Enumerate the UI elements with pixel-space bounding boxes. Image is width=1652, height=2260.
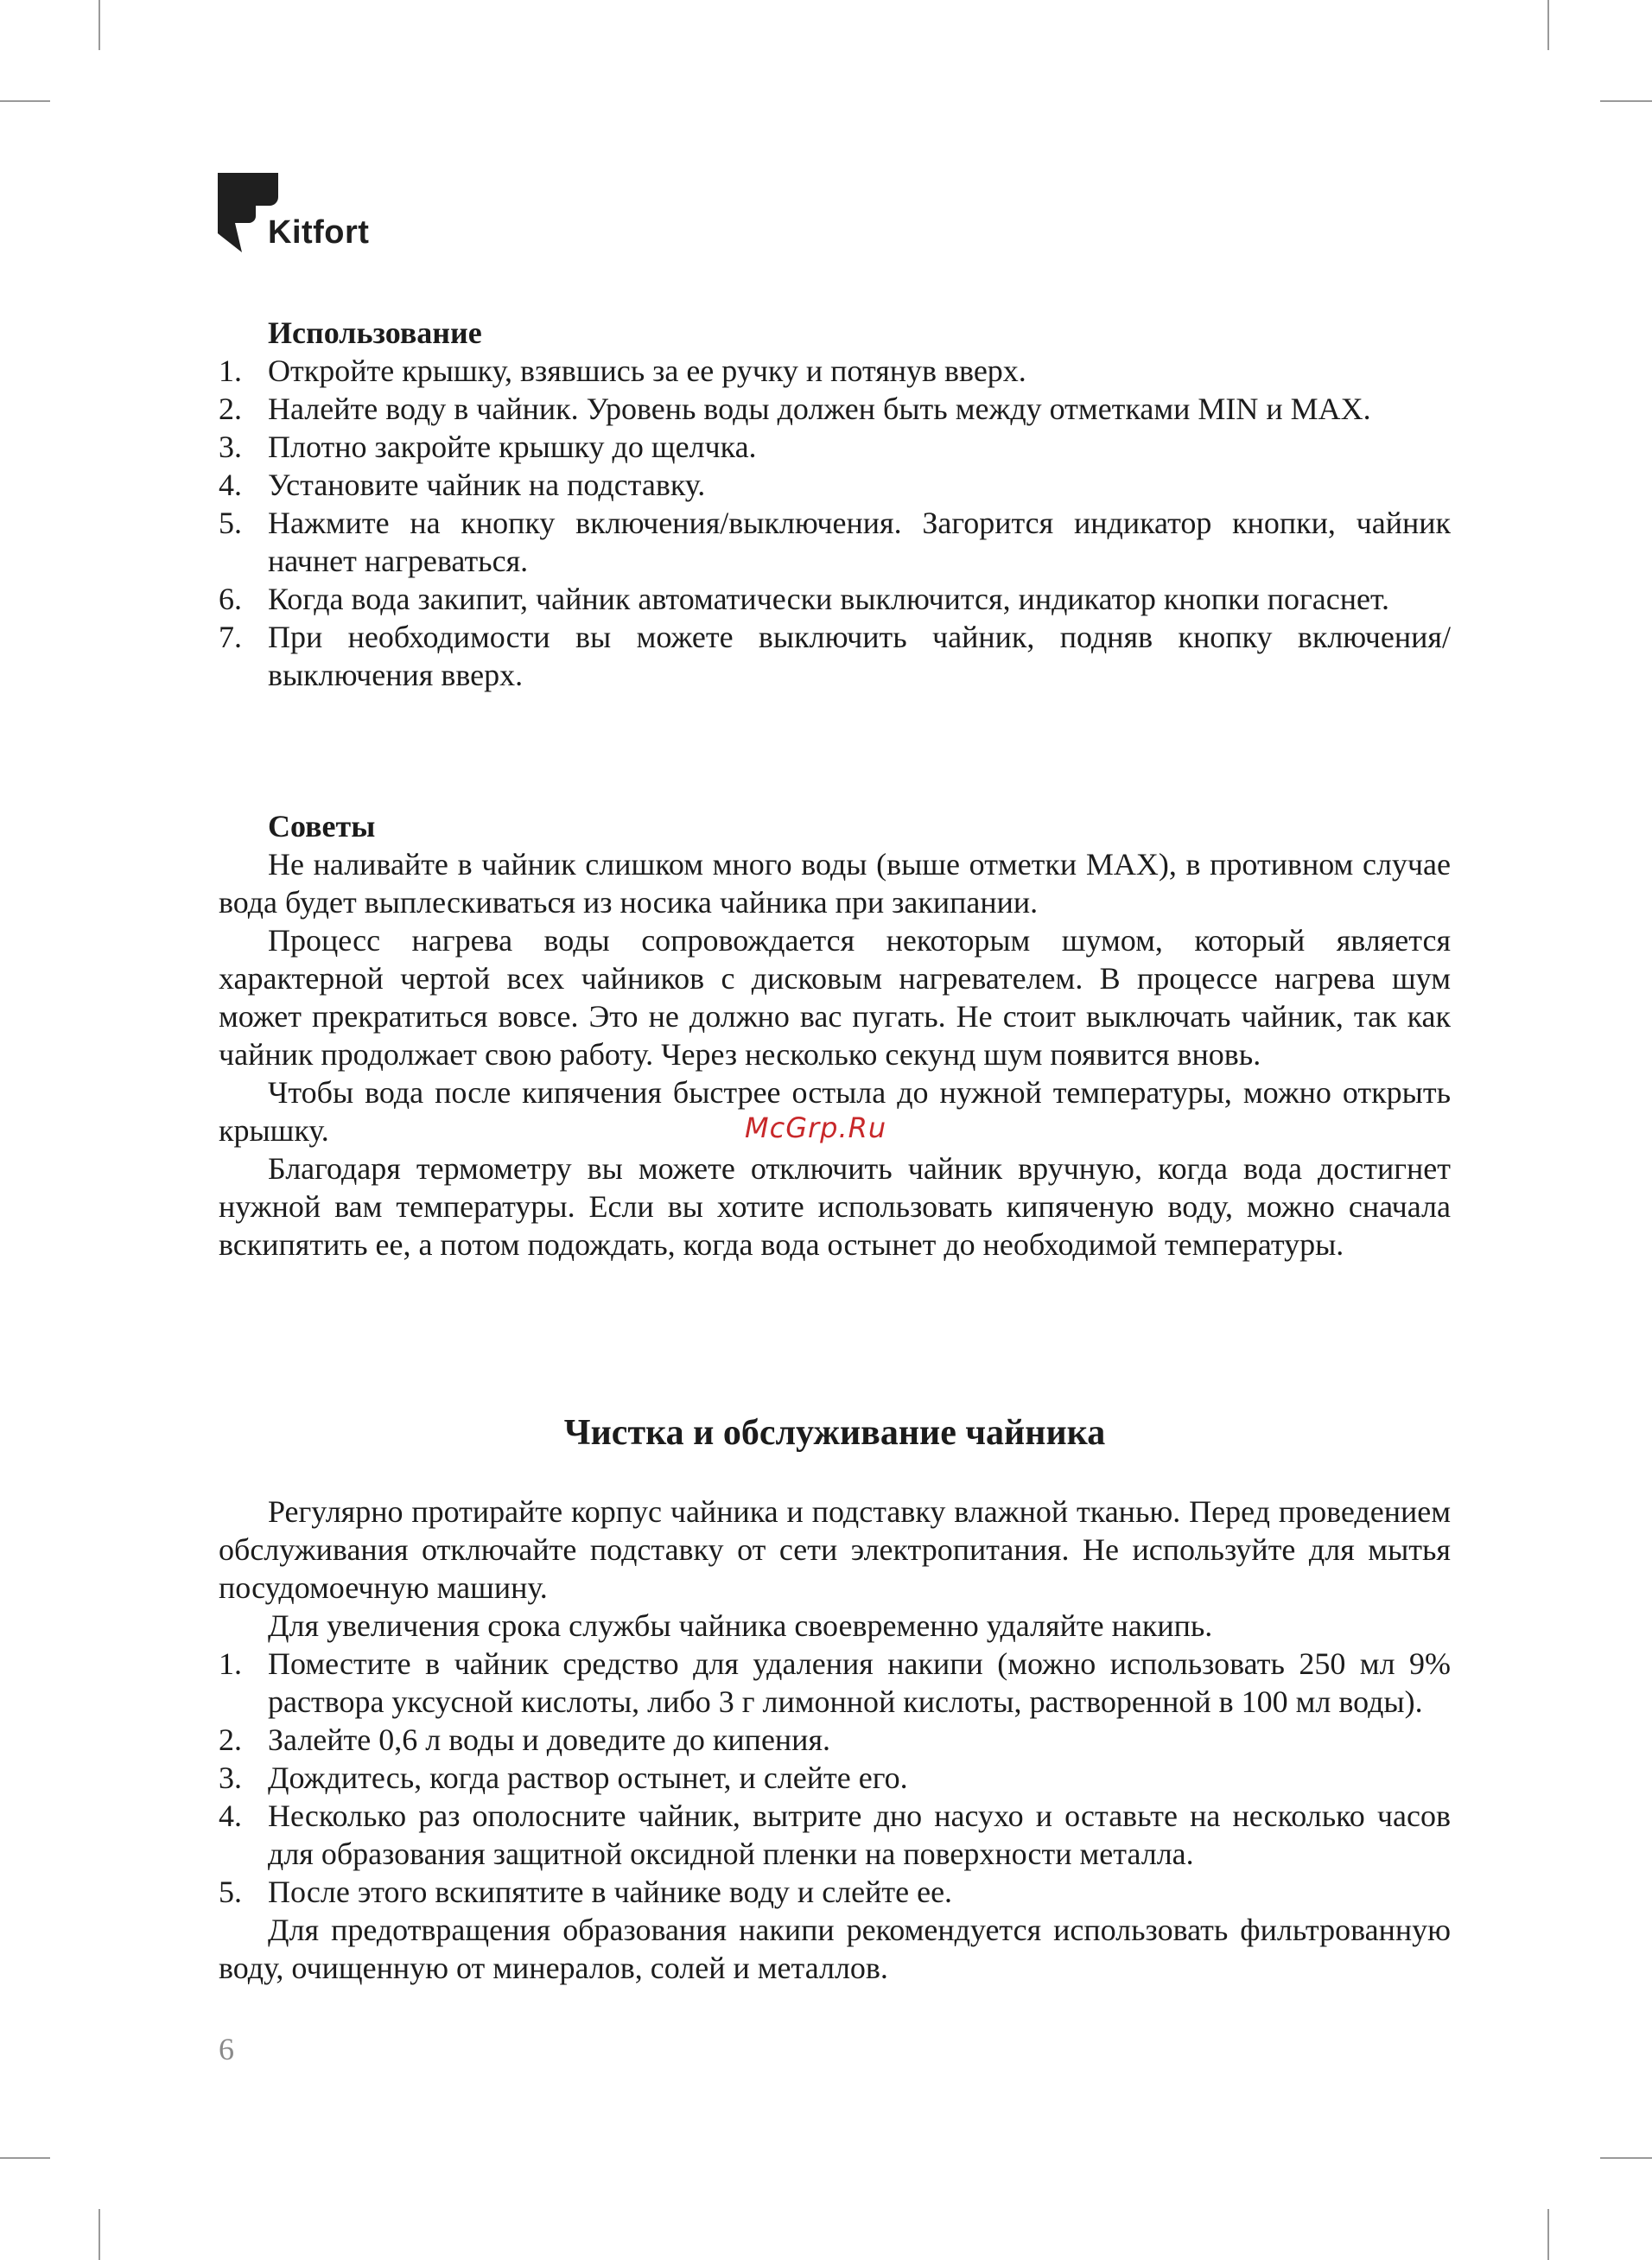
crop-mark bbox=[1547, 2209, 1549, 2260]
list-item bbox=[219, 618, 1451, 694]
list-text: Поместите в чайник средство для удаления накипи (можно использовать 250 мл 9% раствора уксусной кислоты, либо 3 г лимонной кислоты, растворенной в 100 мл воды). bbox=[268, 1646, 1451, 1719]
list-number: 2. bbox=[219, 392, 242, 426]
list-number: 5. bbox=[219, 1875, 242, 1909]
cleaning-paragraph: Для предотвращения образования накипи рекомендуется использовать фильтрованную воду, очищенную от минералов, солей и металлов. bbox=[219, 1913, 1451, 1985]
list-text: Несколько раз ополосните чайник, вытрите дно насухо и оставьте на несколько часов для образования защитной оксидной пленки на поверхности металла. bbox=[268, 1798, 1451, 1871]
list-number: 1. bbox=[219, 353, 242, 388]
list-number: 3. bbox=[219, 430, 242, 464]
cleaning-paragraph: Для увеличения срока службы чайника своевременно удаляйте накипь. bbox=[268, 1608, 1213, 1643]
cleaning-section bbox=[219, 1493, 1451, 1987]
list-number: 5. bbox=[219, 506, 242, 540]
list-text: Откройте крышку, взявшись за ее ручку и потянув вверх. bbox=[268, 353, 1026, 388]
list-number: 1. bbox=[219, 1646, 242, 1681]
list-text: Установите чайник на подставку. bbox=[268, 468, 706, 502]
list-item bbox=[219, 1645, 1451, 1721]
list-text: Залейте 0,6 л воды и доведите до кипения. bbox=[268, 1722, 831, 1757]
crop-mark bbox=[1547, 0, 1549, 50]
page-number: 6 bbox=[219, 2032, 234, 2066]
usage-steps bbox=[219, 352, 1451, 694]
list-text: Когда вода закипит, чайник автоматически выключится, индикатор кнопки погаснет. bbox=[268, 582, 1389, 616]
list-item bbox=[219, 504, 1451, 580]
list-item bbox=[219, 390, 1451, 428]
crop-mark bbox=[1600, 2157, 1652, 2159]
tips-paragraph: Процесс нагрева воды сопровождается некоторым шумом, который является характерной чертой всех чайников с дисковым нагревателем. В процессе нагрева шум может прекратиться вовсе. Это не должно вас пугать. Не стоит выключать чайник, так как чайник продолжает свою работу. Через несколько секунд шум появится вновь. bbox=[219, 923, 1451, 1072]
list-text: Нажмите на кнопку включения/выключения. Загорится индикатор кнопки, чайник начнет нагреваться. bbox=[268, 506, 1451, 578]
crop-mark bbox=[0, 2157, 50, 2159]
watermark: McGrp.Ru bbox=[745, 1111, 887, 1144]
tips-paragraph: Не наливайте в чайник слишком много воды (выше отметки MAX), в противном случае вода будет выплескиваться из носика чайника при закипании. bbox=[219, 847, 1451, 920]
list-text: После этого вскипятите в чайнике воду и слейте ее. bbox=[268, 1875, 953, 1909]
list-item bbox=[219, 428, 1451, 466]
list-text: Дождитесь, когда раствор остынет, и слейте его. bbox=[268, 1760, 908, 1795]
list-number: 3. bbox=[219, 1760, 242, 1795]
cleaning-steps bbox=[219, 1645, 1451, 1911]
list-item bbox=[219, 580, 1451, 618]
tips-paragraph: Чтобы вода после кипячения быстрее остыла до нужной температуры, можно открыть крышку. bbox=[219, 1075, 1451, 1148]
list-item bbox=[219, 1873, 1451, 1911]
list-item bbox=[219, 352, 1451, 390]
crop-mark bbox=[1600, 100, 1652, 102]
list-number: 6. bbox=[219, 582, 242, 616]
crop-mark bbox=[98, 2209, 100, 2260]
list-item bbox=[219, 466, 1451, 504]
list-number: 4. bbox=[219, 1798, 242, 1833]
list-number: 4. bbox=[219, 468, 242, 502]
list-number: 2. bbox=[219, 1722, 242, 1757]
list-text: Плотно закройте крышку до щелчка. bbox=[268, 430, 757, 464]
list-text: При необходимости вы можете выключить чайник, подняв кнопку включения/выключения вверх. bbox=[268, 620, 1451, 692]
tips-heading: Советы bbox=[268, 809, 376, 844]
brand-name: Kitfort bbox=[268, 214, 370, 251]
list-item bbox=[219, 1759, 1451, 1797]
cleaning-paragraph: Регулярно протирайте корпус чайника и подставку влажной тканью. Перед проведением обслуживания отключайте подставку от сети электропитания. Не используйте для мытья посудомоечную машину. bbox=[219, 1494, 1451, 1605]
list-item bbox=[219, 1721, 1451, 1759]
crop-mark bbox=[98, 0, 100, 50]
list-number: 7. bbox=[219, 620, 242, 654]
tips-section bbox=[219, 807, 1451, 1264]
list-item bbox=[219, 1797, 1451, 1873]
list-text: Налейте воду в чайник. Уровень воды должен быть между отметками MIN и MAX. bbox=[268, 392, 1371, 426]
usage-section bbox=[219, 314, 1451, 694]
usage-heading: Использование bbox=[268, 315, 482, 350]
section-title: Чистка и обслуживание чайника bbox=[563, 1413, 1106, 1453]
crop-mark bbox=[0, 100, 50, 102]
tips-paragraph: Благодаря термометру вы можете отключить чайник вручную, когда вода достигнет нужной вам температуры. Если вы хотите использовать кипяченую воду, можно сначала вскипятить ее, а потом подождать, когда вода остынет до необходимой температуры. bbox=[219, 1151, 1451, 1262]
